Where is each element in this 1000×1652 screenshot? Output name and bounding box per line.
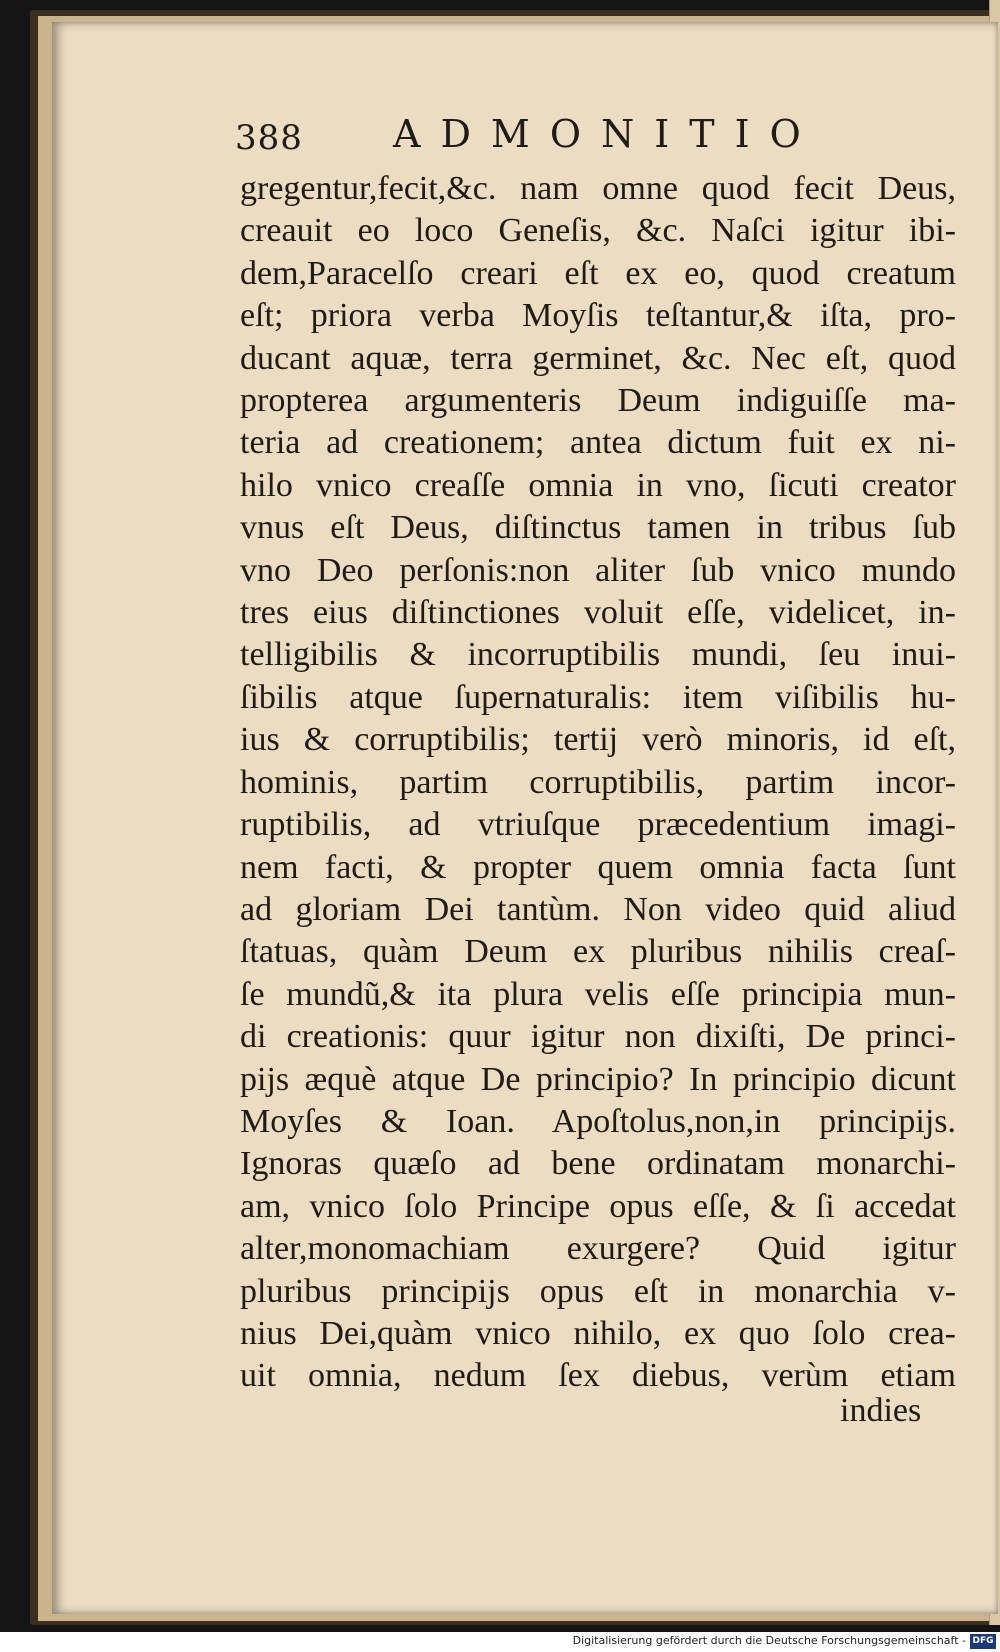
text-line: am, vnico ſolo Principe opus eſſe, & ſi accedat <box>240 1187 956 1225</box>
funding-credit: Digitalisierung gefördert durch die Deutsche Forschungsgemeinschaft - <box>572 1634 966 1647</box>
running-title: ADMONITIO <box>393 112 821 156</box>
text-line: ius & corruptibilis; tertij verò minoris, id eſt, <box>240 721 956 759</box>
text-line: pluribus principijs opus eſt in monarchia v- <box>240 1272 956 1310</box>
text-line: ruptibilis, ad vtriuſque præcedentium imagi- <box>240 806 956 844</box>
text-line: creauit eo loco Geneſis, &c. Naſci igitur ibi- <box>240 212 956 250</box>
text-line: gregentur,fecit,&c. nam omne quod fecit Deus, <box>240 170 956 207</box>
text-line: Moyſes & Ioan. Apoſtolus,non,in principijs. <box>240 1102 956 1140</box>
text-line: nius Dei,quàm vnico nihilo, ex quo ſolo crea- <box>240 1314 956 1352</box>
text-line: teria ad creationem; antea dictum fuit ex ni- <box>240 424 956 462</box>
text-line: propterea argumenteris Deum indiguiſſe ma- <box>240 382 956 420</box>
text-line: pijs æquè atque De principio? In principio dicunt <box>240 1060 956 1098</box>
text-line: ſibilis atque ſupernaturalis: item viſibilis hu- <box>240 678 956 716</box>
text-line: ad gloriam Dei tantùm. Non video quid aliud <box>240 890 956 928</box>
text-line: alter,monomachiam exurgere? Quid igitur <box>240 1230 956 1268</box>
text-line: ducant aquæ, terra germinet, &c. Nec eſt, quod <box>240 339 956 377</box>
digitization-footer <box>0 1632 1000 1652</box>
text-line: dem,Paracelſo creari eſt ex eo, quod creatum <box>240 254 956 292</box>
text-line: hilo vnico creaſſe omnia in vno, ſicuti creator <box>240 466 956 504</box>
page-header <box>235 112 955 172</box>
text-line: Ignoras quæſo ad bene ordinatam monarchi- <box>240 1145 956 1183</box>
text-line: nem facti, & propter quem omnia facta ſunt <box>240 848 956 886</box>
page-number: 388 <box>235 118 303 158</box>
dfg-logo: DFG <box>970 1634 996 1649</box>
text-line: ſtatuas, quàm Deum ex pluribus nihilis creaſ- <box>240 933 956 971</box>
text-line: hominis, partim corruptibilis, partim incor- <box>240 763 956 801</box>
catchword: indies <box>840 1392 922 1429</box>
text-line: tres eius diſtinctiones voluit eſſe, videlicet, in- <box>240 594 956 632</box>
text-line: vno Deo perſonis:non aliter ſub vnico mundo <box>240 551 956 589</box>
text-line: vnus eſt Deus, diſtinctus tamen in tribus ſub <box>240 509 956 547</box>
body-text <box>240 168 956 1398</box>
text-line: di creationis: quur igitur non dixiſti, De princi- <box>240 1018 956 1056</box>
text-line: eſt; priora verba Moyſis teſtantur,& iſta, pro- <box>240 297 956 335</box>
text-line: uit omnia, nedum ſex diebus, verùm etiam <box>240 1357 956 1395</box>
text-line: telligibilis & incorruptibilis mundi, ſeu inui- <box>240 636 956 674</box>
text-line: ſe mundũ,& ita plura velis eſſe principia mun- <box>240 975 956 1013</box>
